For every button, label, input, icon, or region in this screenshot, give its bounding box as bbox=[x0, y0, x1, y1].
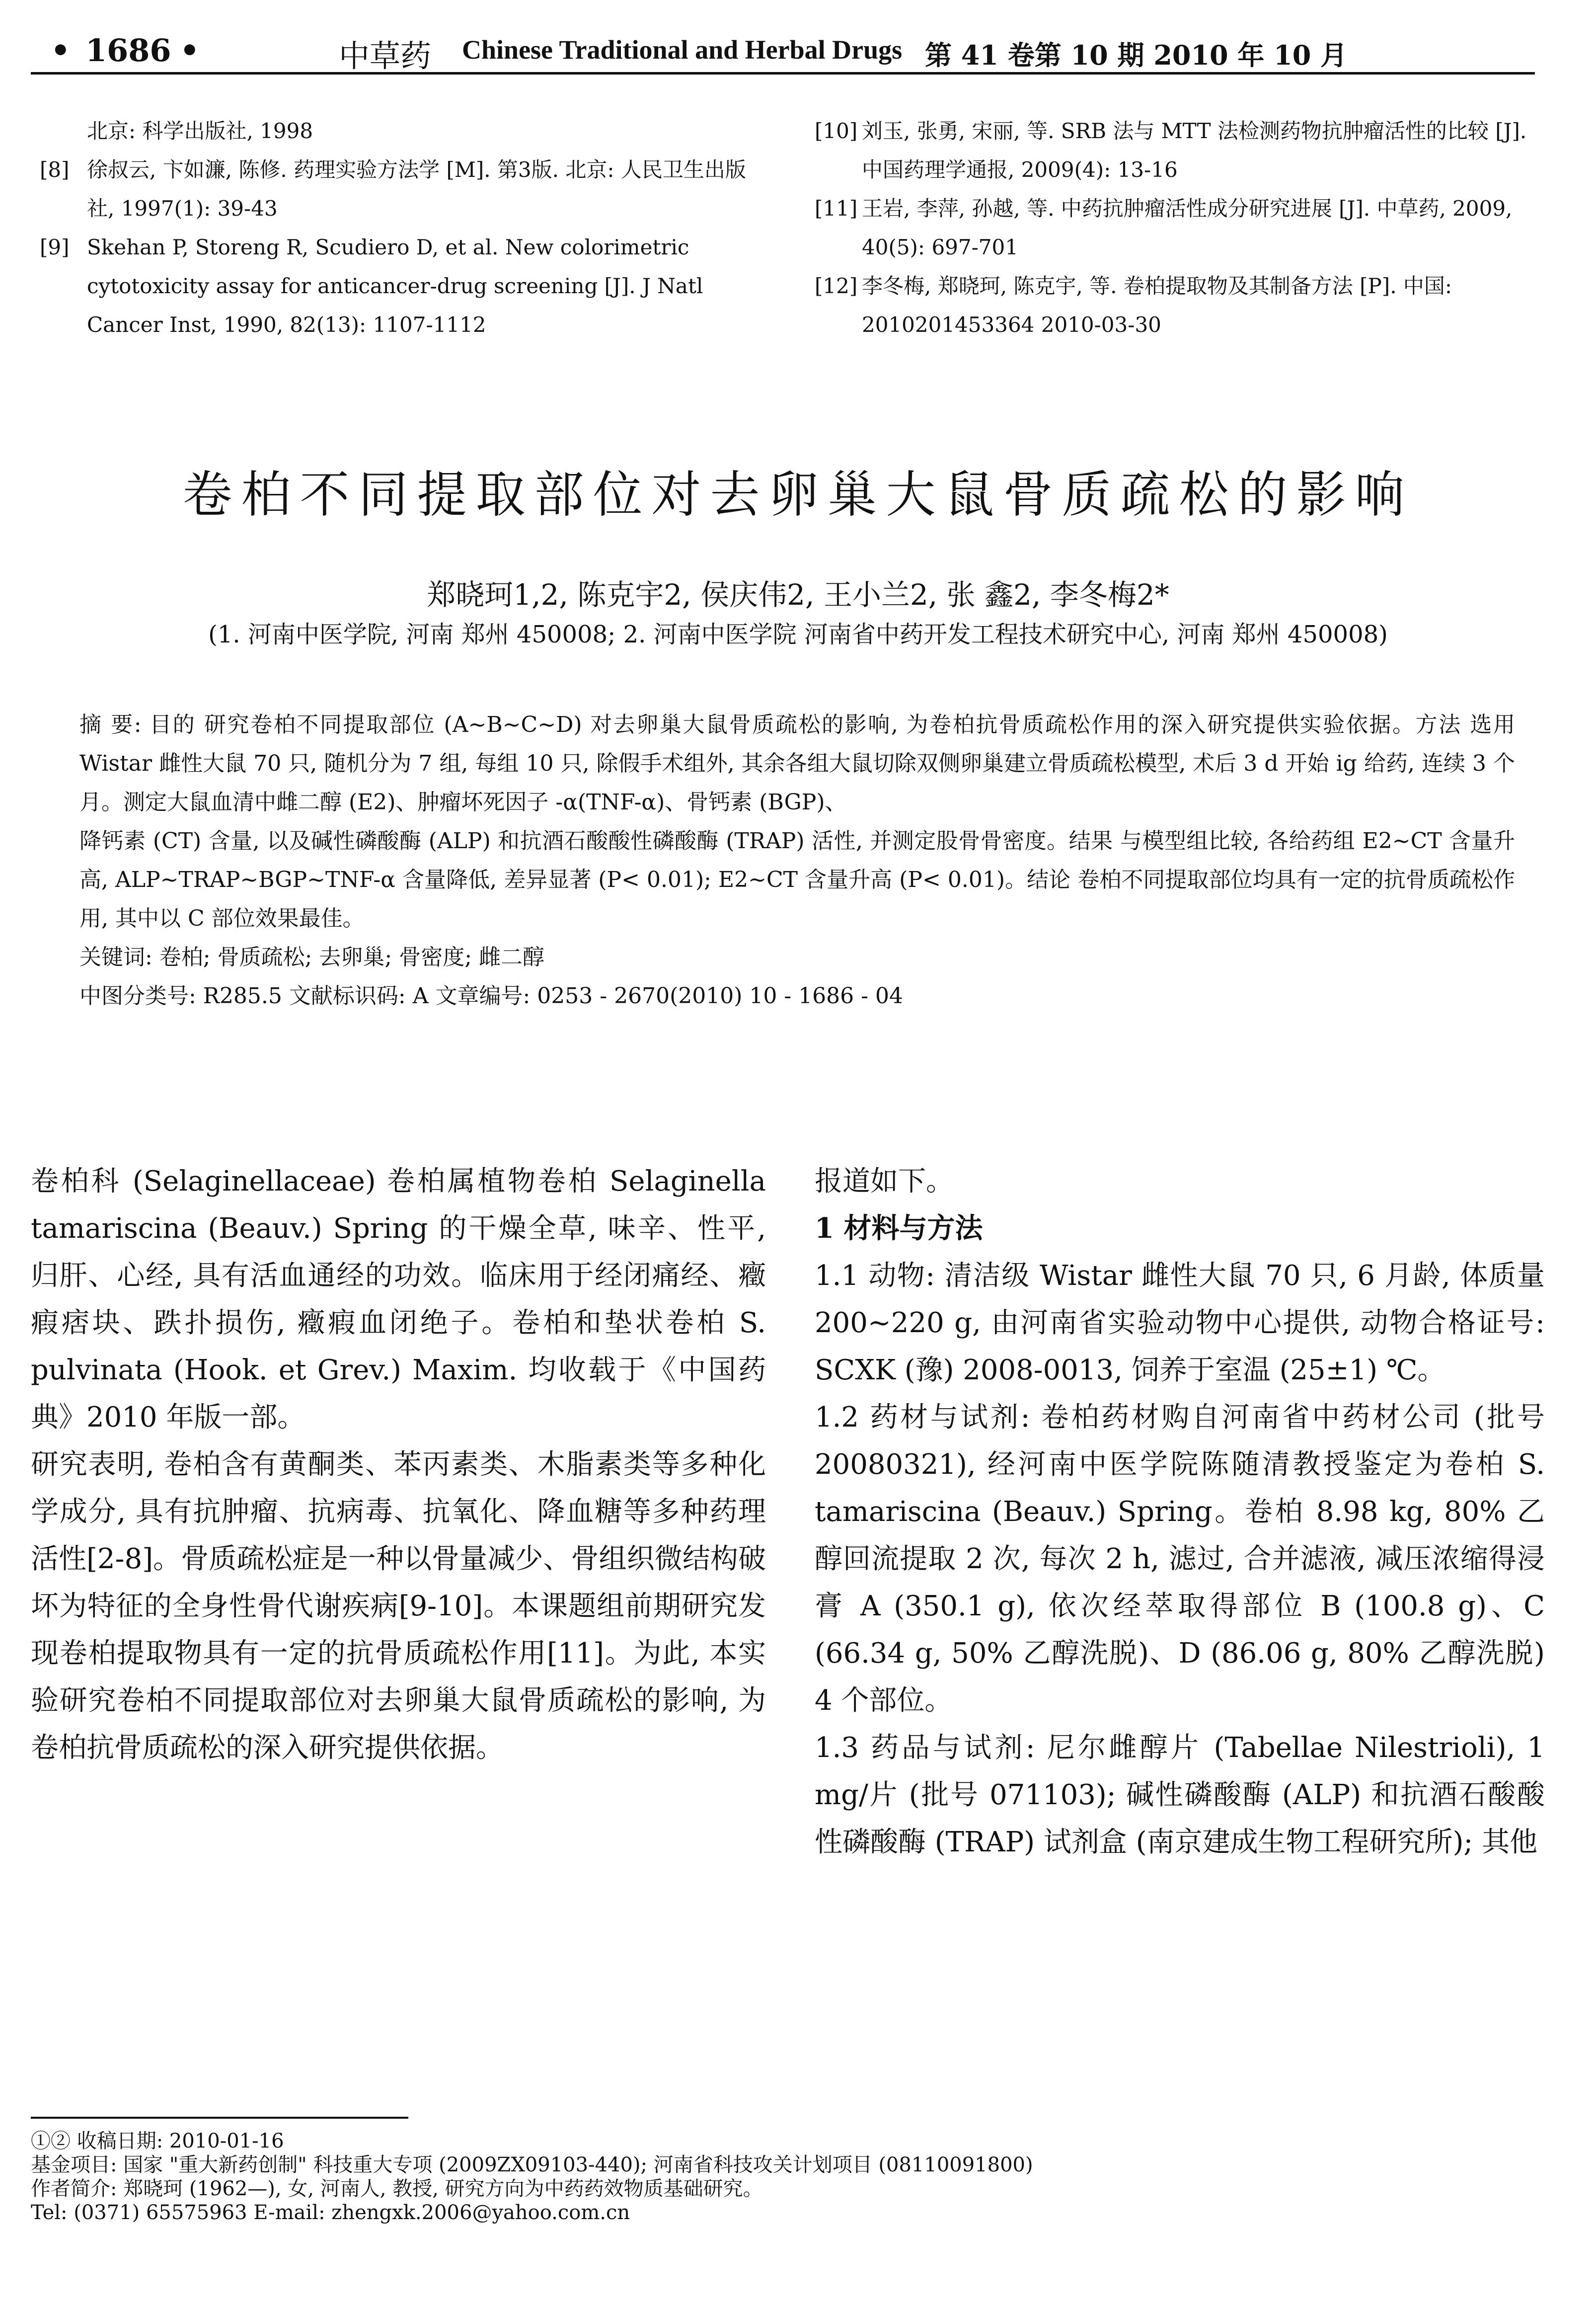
reference-item bbox=[815, 267, 1550, 344]
reference-text: 李冬梅, 郑晓珂, 陈克宇, 等. 卷柏提取物及其制备方法 [P]. 中国: 2010201453364 2010-03-30 bbox=[862, 274, 1452, 337]
footnote-line: 作者简介: 郑晓珂 (1962—), 女, 河南人, 教授, 研究方向为中药药效物质基础研究。 bbox=[31, 2177, 763, 2200]
author-list: 郑晓珂1,2, 陈克宇2, 侯庆伟2, 王小兰2, 张 鑫2, 李冬梅2* bbox=[427, 578, 1169, 612]
references-left bbox=[40, 112, 760, 344]
body-paragraph: 研究表明, 卷柏含有黄酮类、苯丙素类、木脂素类等多种化学成分, 具有抗肿瘤、抗病毒、抗氧化、降血糖等多种药理活性[2-8]。骨质疏松症是一种以骨量减少、骨组织微结构破坏为特征的全身性骨代谢疾病[9-10]。本课题组前期研究发现卷柏提取物具有一定的抗骨质疏松作用[11]。为此, 本实验研究卷柏不同提取部位对去卵巢大鼠骨质疏松的影响, 为卷柏抗骨质疏松的深入研究提供依据。 bbox=[31, 1448, 766, 1764]
body-paragraph: 1.1 动物: 清洁级 Wistar 雌性大鼠 70 只, 6 月龄, 体质量 200~220 g, 由河南省实验动物中心提供, 动物合格证号: SCXK (豫) 2008-0013, 饲养于室温 (25±1) ℃。 bbox=[815, 1260, 1545, 1386]
classification-line: 中图分类号: R285.5 文献标识码: A 文章编号: 0253 - 2670(2010) 10 - 1686 - 04 bbox=[79, 983, 903, 1009]
reference-number: [12] bbox=[815, 274, 858, 298]
footnote-divider bbox=[31, 2117, 408, 2119]
page-header bbox=[31, 27, 1535, 75]
body-column-right bbox=[815, 1158, 1545, 1866]
footnote-line: ①② 收稿日期: 2010-01-16 bbox=[31, 2130, 284, 2153]
journal-name-en: Chinese Traditional and Herbal Drugs bbox=[462, 35, 903, 65]
page-number: 1686 bbox=[85, 32, 171, 69]
reference-number: [11] bbox=[815, 196, 858, 221]
body-paragraph: 卷柏科 (Selaginellaceae) 卷柏属植物卷柏 Selaginella tamariscina (Beauv.) Spring 的干燥全草, 味辛、性平, 归肝、心经, 具有活血通经的功效。临床用于经闭痛经、癥瘕痞块、跌扑损伤, 癥瘕血闭绝子。卷柏和垫状卷柏 S. pulvinata (Hook. et Grev.) Maxim. 均收载于《中国药典》2010 年版一部。 bbox=[31, 1165, 766, 1434]
body-paragraph: 报道如下。 bbox=[815, 1165, 954, 1197]
section-heading: 1 材料与方法 bbox=[815, 1212, 983, 1245]
header-bullet: • bbox=[51, 32, 71, 69]
reference-number: [9] bbox=[40, 235, 70, 259]
affiliation: (1. 河南中医学院, 河南 郑州 450008; 2. 河南中医学院 河南省中药开发工程技术研究中心, 河南 郑州 450008) bbox=[208, 621, 1388, 648]
reference-item bbox=[815, 189, 1550, 267]
body-paragraph: 1.2 药材与试剂: 卷柏药材购自河南省中药材公司 (批号 20080321), 经河南中医学院陈随清教授鉴定为卷柏 S. tamariscina (Beauv.) Spring。卷柏 8.98 kg, 80% 乙醇回流提取 2 次, 每次 2 h, 滤过, 合并滤液, 减压浓缩得浸膏 A (350.1 g), 依次经萃取得部位 B (100.8 g)、C (66.34 g, 50% 乙醇洗脱)、D (86.06 g, 80% 乙醇洗脱) 4 个部位。 bbox=[815, 1401, 1545, 1717]
references-right bbox=[815, 112, 1550, 344]
footnote-line: 基金项目: 国家 "重大新药创制" 科技重大专项 (2009ZX09103-440); 河南省科技攻关计划项目 (08110091800) bbox=[31, 2154, 1033, 2176]
reference-text: 刘玉, 张勇, 宋丽, 等. SRB 法与 MTT 法检测药物抗肿瘤活性的比较 [J]. 中国药理学通报, 2009(4): 13-16 bbox=[862, 119, 1527, 182]
header-bullet-2: • bbox=[180, 32, 200, 69]
reference-text: 北京: 科学出版社, 1998 bbox=[87, 119, 313, 143]
reference-number: [10] bbox=[815, 119, 858, 143]
footnote-block bbox=[31, 2129, 1546, 2225]
reference-item bbox=[40, 228, 760, 344]
article-title: 卷柏不同提取部位对去卵巢大鼠骨质疏松的影响 bbox=[182, 466, 1414, 524]
body-column-left bbox=[31, 1158, 766, 1771]
abstract-block bbox=[79, 706, 1515, 1016]
reference-text: 王岩, 李萍, 孙越, 等. 中药抗肿瘤活性成分研究进展 [J]. 中草药, 2009, 40(5): 697-701 bbox=[862, 196, 1513, 259]
journal-name-cn: 中草药 bbox=[339, 38, 432, 74]
footnote-line: Tel: (0371) 65575963 E-mail: zhengxk.2006@yahoo.com.cn bbox=[31, 2201, 630, 2224]
reference-number: [8] bbox=[40, 158, 70, 182]
reference-item bbox=[815, 112, 1550, 189]
body-paragraph: 1.3 药品与试剂: 尼尔雌醇片 (Tabellae Nilestrioli), 1 mg/片 (批号 071103); 碱性磷酸酶 (ALP) 和抗酒石酸酸性磷酸酶 (TRAP) 试剂盒 (南京建成生物工程研究所); 其他 bbox=[815, 1732, 1545, 1858]
abstract-paragraph: 降钙素 (CT) 含量, 以及碱性磷酸酶 (ALP) 和抗酒石酸酸性磷酸酶 (TRAP) 活性, 并测定股骨骨密度。结果 与模型组比较, 各给药组 E2~CT 含量升高, ALP~TRAP~BGP~TNF-α 含量降低, 差异显著 (P< 0.01); E2~CT 含量升高 (P< 0.01)。结论 卷柏不同提取部位均具有一定的抗骨质疏松作用, 其中以 C 部位效果最佳。 bbox=[79, 828, 1515, 931]
reference-text: 徐叔云, 卞如濂, 陈修. 药理实验方法学 [M]. 第3版. 北京: 人民卫生出版社, 1997(1): 39-43 bbox=[87, 158, 746, 221]
volume-issue: 第 41 卷第 10 期 2010 年 10 月 bbox=[925, 39, 1348, 71]
reference-item bbox=[40, 112, 760, 151]
reference-text: Skehan P, Storeng R, Scudiero D, et al. New colorimetric cytotoxicity assay for anticancer-drug screening [J]. J Natl Cancer Inst, 1990, 82(13): 1107-1112 bbox=[87, 235, 703, 337]
keywords: 关键词: 卷柏; 骨质疏松; 去卵巢; 骨密度; 雌二醇 bbox=[79, 945, 545, 970]
reference-item bbox=[40, 151, 760, 228]
abstract-paragraph: 摘 要: 目的 研究卷柏不同提取部位 (A~B~C~D) 对去卵巢大鼠骨质疏松的影响, 为卷柏抗骨质疏松作用的深入研究提供实验依据。方法 选用 Wistar 雌性大鼠 70 只, 随机分为 7 组, 每组 10 只, 除假手术组外, 其余各组大鼠切除双侧卵巢建立骨质疏松模型, 术后 3 d 开始 ig 给药, 连续 3 个月。测定大鼠血清中雌二醇 (E2)、肿瘤坏死因子 -α(TNF-α)、骨钙素 (BGP)、 bbox=[79, 712, 1515, 815]
